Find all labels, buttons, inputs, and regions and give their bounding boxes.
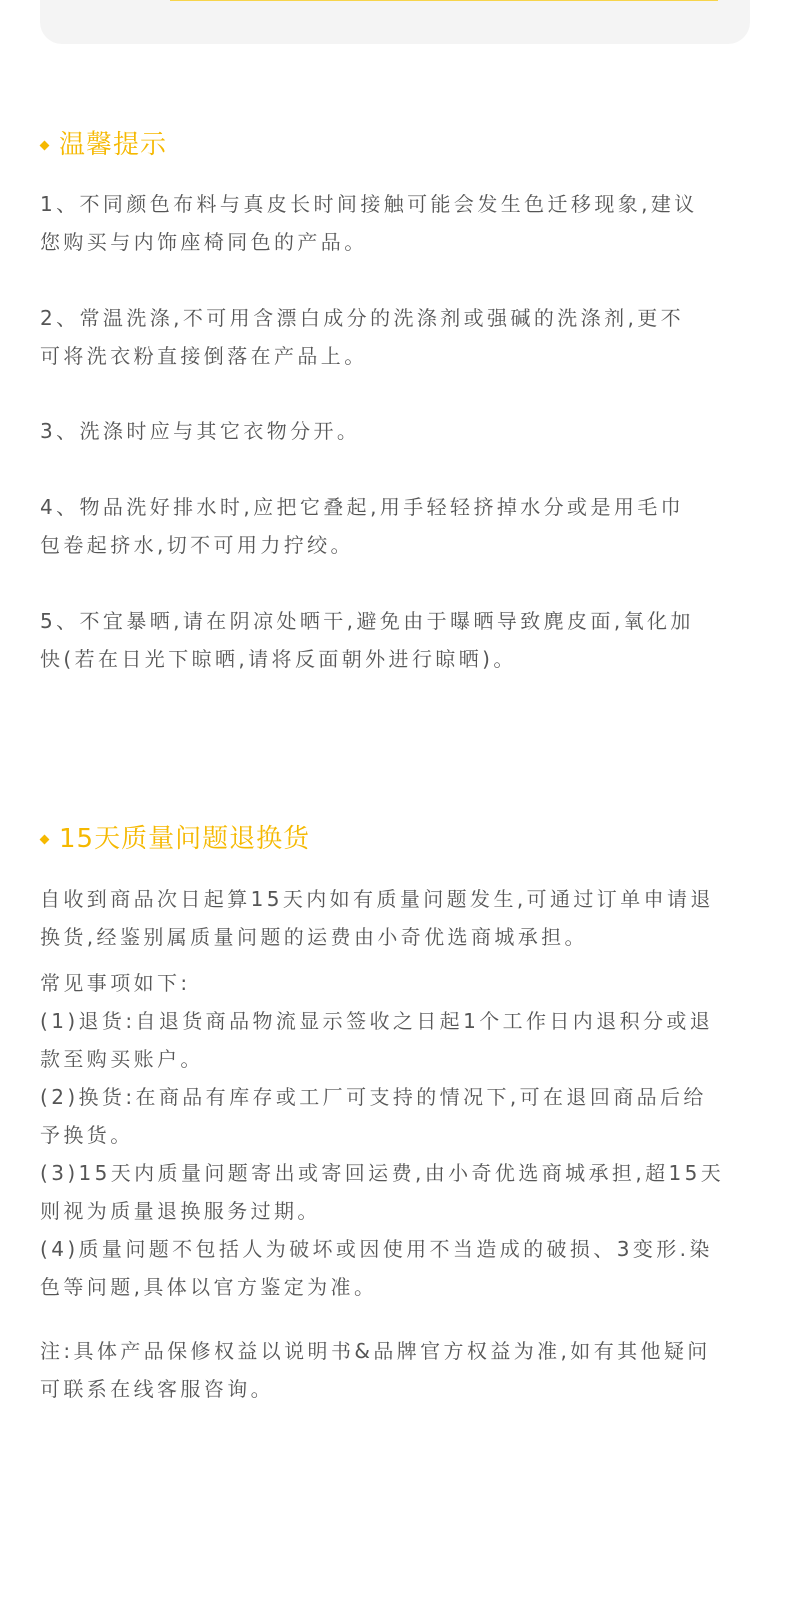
tips-item-line: 5、不宜暴晒,请在阴凉处晒干,避免由于曝晒导致麂皮面,氧化加 <box>40 609 694 633</box>
returns-note <box>40 1332 765 1408</box>
returns-heading-text: 15天质量问题退换货 <box>59 824 311 854</box>
returns-intro <box>40 880 765 956</box>
returns-common-title: 常见事项如下: <box>40 971 191 995</box>
tips-item-line: 2、常温洗涤,不可用含漂白成分的洗涤剂或强碱的洗涤剂,更不 <box>40 306 685 330</box>
tips-heading <box>40 128 167 162</box>
tips-item-3 <box>40 412 765 450</box>
returns-item-line: (4)质量问题不包括人为破坏或因使用不当造成的破损、3变形.染 <box>40 1237 713 1261</box>
returns-intro-line: 换货,经鉴别属质量问题的运费由小奇优选商城承担。 <box>40 925 588 949</box>
returns-item-line: 款至购买账户。 <box>40 1047 204 1071</box>
returns-item-line: (3)15天内质量问题寄出或寄回运费,由小奇优选商城承担,超15天 <box>40 1161 725 1185</box>
tips-item-line: 您购买与内饰座椅同色的产品。 <box>40 230 368 254</box>
tips-item-2 <box>40 299 765 375</box>
returns-note-line: 注:具体产品保修权益以说明书&品牌官方权益为准,如有其他疑问 <box>40 1339 711 1363</box>
tips-item-line: 快(若在日光下晾晒,请将反面朝外进行晾晒)。 <box>40 647 517 671</box>
diamond-bullet-icon <box>40 834 50 844</box>
diamond-bullet-icon <box>40 140 50 150</box>
tips-item-line: 可将洗衣粉直接倒落在产品上。 <box>40 344 368 368</box>
returns-item-line: (2)换货:在商品有库存或工厂可支持的情况下,可在退回商品后给 <box>40 1085 707 1109</box>
returns-common-list <box>40 964 765 1306</box>
tips-item-5 <box>40 602 765 678</box>
returns-item-line: (1)退货:自退货商品物流显示签收之日起1个工作日内退积分或退 <box>40 1009 714 1033</box>
returns-intro-line: 自收到商品次日起算15天内如有质量问题发生,可通过订单申请退 <box>40 887 714 911</box>
tips-heading-text: 温馨提示 <box>59 130 168 160</box>
returns-item-line: 予换货。 <box>40 1123 134 1147</box>
tips-item-line: 4、物品洗好排水时,应把它叠起,用手轻轻挤掉水分或是用毛巾 <box>40 495 685 519</box>
returns-item-line: 色等问题,具体以官方鉴定为准。 <box>40 1275 378 1299</box>
top-card <box>40 0 750 44</box>
tips-item-line: 1、不同颜色布料与真皮长时间接触可能会发生色迁移现象,建议 <box>40 192 698 216</box>
tips-item-1 <box>40 185 765 261</box>
returns-note-line: 可联系在线客服咨询。 <box>40 1377 274 1401</box>
tips-item-4 <box>40 488 765 564</box>
tips-item-line: 包卷起挤水,切不可用力拧绞。 <box>40 533 354 557</box>
returns-item-line: 则视为质量退换服务过期。 <box>40 1199 321 1223</box>
tips-item-line: 3、洗涤时应与其它衣物分开。 <box>40 419 361 443</box>
top-card-accent-line <box>170 0 718 1</box>
returns-heading <box>40 822 310 856</box>
